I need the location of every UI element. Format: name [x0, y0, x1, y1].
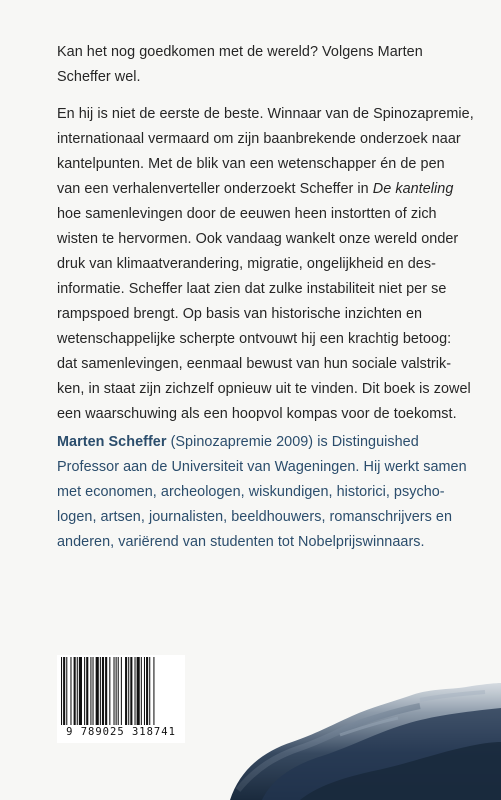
barcode-bar [109, 657, 110, 725]
barcode-bar [128, 657, 129, 725]
author-bio-line: met economen, archeologen, wiskundigen, historici, psycho- [57, 484, 445, 500]
book-title: De kanteling [372, 181, 454, 197]
body-line-with-title [57, 177, 454, 202]
barcode-bar [61, 657, 62, 731]
body-line: hoe samenlevingen door de eeuwen heen instortten of zich [57, 206, 437, 222]
body-line: En hij is niet de eerste de beste. Winnaar van de Spinozapremie, [57, 106, 474, 122]
barcode-bar [135, 657, 136, 725]
isbn-number: 9 789025 318741 [57, 725, 185, 739]
body-paragraph [57, 102, 474, 427]
body-line: kantelpunten. Met de blik van een wetenschapper én de pen [57, 156, 445, 172]
body-line: internationaal vermaard om zijn baanbrekende onderzoek naar [57, 131, 461, 147]
body-line: informatie. Scheffer laat zien dat zulke instabiliteit niet per se [57, 281, 447, 297]
barcode-bar [90, 657, 91, 725]
barcode-bar [74, 657, 76, 725]
barcode-bar [77, 657, 78, 725]
barcode-bar [70, 657, 71, 725]
barcode-bar [149, 657, 150, 731]
author-bio-line: Professor aan de Universiteit van Wageningen. Hij werkt samen [57, 459, 467, 475]
body-line: rampspoed brengt. Op basis van historische inzichten en [57, 306, 423, 322]
body-line-text: van een verhalenverteller onderzoekt Scheffer in [57, 181, 373, 197]
intro-line: Scheffer wel. [57, 69, 141, 85]
barcode-bar [144, 657, 145, 725]
barcode-bar [96, 657, 99, 725]
barcode-bar [102, 657, 104, 725]
author-bio-first-line [57, 430, 449, 455]
barcode-bar [114, 657, 115, 725]
body-line: ken, in staat zijn zichzelf opnieuw uit te vinden. Dit boek is zowel [57, 381, 471, 397]
barcode-bar [130, 657, 132, 725]
barcode-bar [105, 657, 107, 725]
author-bio-line: logen, artsen, journalisten, beeldhouwers, romanschrijvers en [57, 509, 453, 525]
body-line: druk van klimaatverandering, migratie, ongelijkheid en des- [57, 256, 436, 272]
barcode-bar [66, 657, 67, 725]
barcode-bar [79, 657, 82, 725]
barcode-bar [146, 657, 148, 725]
barcode-bar [100, 657, 101, 725]
barcode-bar [153, 657, 154, 731]
barcode-bar [116, 657, 117, 725]
intro-line: Kan het nog goedkomen met de wereld? Volgens Marten [57, 44, 423, 60]
body-line: wisten te hervormen. Ook vandaag wankelt onze wereld onder [57, 231, 459, 247]
barcode-bar [86, 657, 88, 725]
barcode-bar [84, 657, 85, 725]
intro-paragraph [57, 40, 449, 90]
body-line: een waarschuwing als een hoopvol kompas voor de toekomst. [57, 406, 457, 422]
barcode-bar [121, 657, 122, 725]
author-bio-line: anderen, variërend van studenten tot Nobelprijswinnaars. [57, 534, 425, 550]
author-bio-text: (Spinozapremie 2009) is Distinguished [166, 434, 419, 450]
barcode-bar [125, 657, 127, 725]
barcode-bar [63, 657, 65, 731]
barcode-bar [93, 657, 94, 725]
isbn-barcode [57, 655, 185, 743]
body-line: wetenschappelijke scherpte ontvouwt hij een krachtig betoog: [57, 331, 452, 347]
author-name: Marten Scheffer [57, 434, 167, 450]
body-line: dat samenlevingen, eenmaal bewust van hun sociale valstrik- [57, 356, 452, 372]
barcode-bar [137, 657, 140, 725]
barcode-bar [141, 657, 142, 725]
author-bio [57, 430, 467, 555]
barcode-bar [118, 657, 119, 725]
